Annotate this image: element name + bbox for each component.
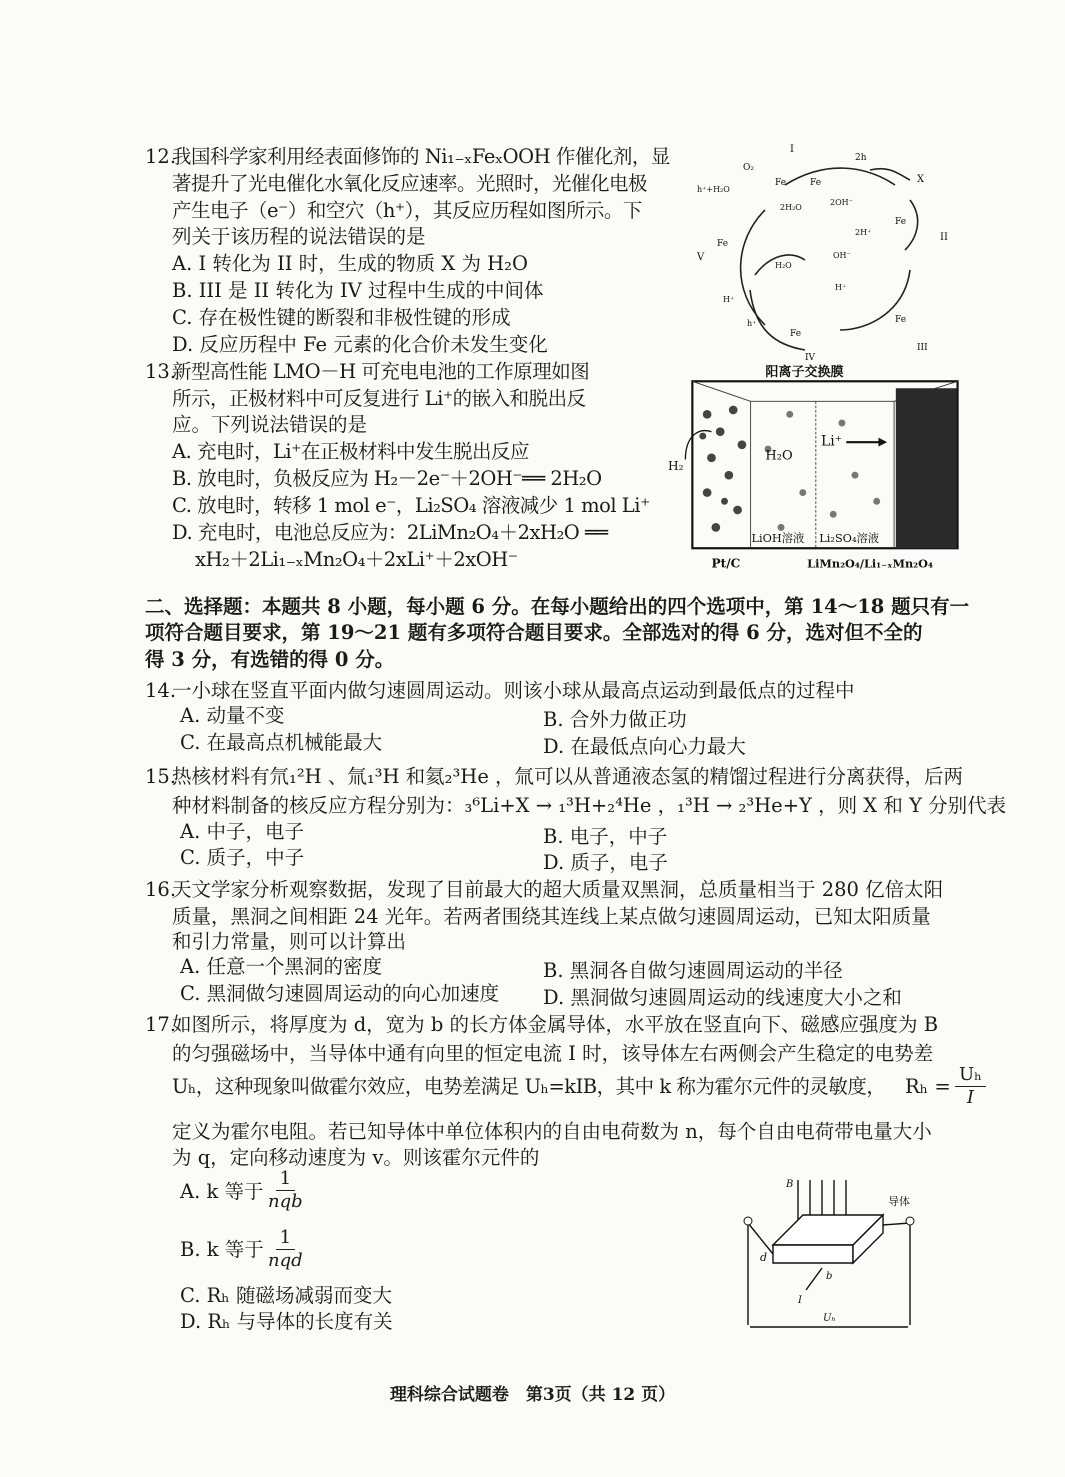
option-a: A. 中子，电子	[180, 820, 304, 843]
option-b: B. 放电时，负极反应为 H₂－2e⁻＋2OH⁻══ 2H₂O	[172, 467, 602, 490]
label-III: III	[917, 343, 928, 353]
question-text: 定义为霍尔电阻。若已知导体中单位体积内的自由电荷数为 n，每个自由电荷带电量大小	[172, 1120, 932, 1143]
cathode-label: LiMn₂O₄/Li₁₋ₓMn₂O₄	[807, 556, 933, 571]
option-a: A. 动量不变	[180, 704, 285, 727]
fe-label: Fe	[775, 178, 787, 188]
label-h: h⁺	[747, 319, 757, 328]
question-text: 所示，正极材料中可反复进行 Li⁺的嵌入和脱出反	[172, 387, 586, 410]
section-text: 得 3 分，有选错的得 0 分。	[145, 648, 395, 671]
question-text: 质量，黑洞之间相距 24 光年。若两者围绕其连线上某点做匀速圆周运动，已知太阳质量	[172, 905, 931, 928]
option-d: D. 质子，电子	[543, 851, 668, 874]
question-number: 14.	[145, 679, 177, 702]
option-d-continued: xH₂＋2Li₁₋ₓMn₂O₄＋2xLi⁺＋2xOH⁻	[195, 548, 518, 571]
option-a-fraction	[268, 1168, 303, 1213]
label-hplus: H⁺	[723, 295, 735, 304]
question-text: 一小球在竖直平面内做匀速圆周运动。则该小球从最高点运动到最低点的过程中	[172, 679, 855, 702]
denominator: nqd	[268, 1250, 303, 1271]
question-number: 13.	[145, 360, 177, 383]
lioh-label: LiOH溶液	[751, 532, 805, 546]
question-text: 为 q，定向移动速度为 v。则该霍尔元件的	[172, 1146, 540, 1169]
option-d: D. 充电时，电池总反应为：2LiMn₂O₄＋2xH₂O ══	[172, 521, 608, 544]
label-V: V	[697, 252, 705, 263]
rh-numerator: Uₕ	[955, 1064, 986, 1087]
question-text: Uₕ，这种现象叫做霍尔效应，电势差满足 Uₕ=kIB，其中 k 称为霍尔元件的灵敏度，	[172, 1075, 886, 1098]
label-x: X	[917, 174, 925, 185]
numerator: 1	[276, 1227, 295, 1250]
question-text: 著提升了光电催化水氧化反应速率。光照时，光催化电极	[172, 172, 648, 195]
conductor-label: 导体	[888, 1195, 910, 1208]
section-text: 二、选择题：本题共 8 小题，每小题 6 分。在每小题给出的四个选项中，第 14～18 题只有一	[145, 595, 970, 618]
question-text: 的匀强磁场中，当导体中通有向里的恒定电流 I 时，该导体左右两侧会产生稳定的电势差	[172, 1042, 934, 1065]
option-b: B. 电子，中子	[543, 825, 668, 848]
membrane-label: 阳离子交换膜	[765, 365, 844, 381]
option-a: A. k 等于	[180, 1180, 264, 1203]
question-text: 列关于该历程的说法错误的是	[172, 225, 426, 248]
li2so4-label: Li₂SO₄溶液	[819, 532, 880, 546]
question-text: 和引力常量，则可以计算出	[172, 930, 407, 953]
question-number: 15.	[145, 765, 177, 788]
question-text: 我国科学家利用经表面修饰的 Ni₁₋ₓFeₓOOH 作催化剂，显	[172, 145, 670, 168]
li-label: Li⁺	[821, 433, 843, 450]
option-b: B. 黑洞各自做匀速圆周运动的半径	[543, 959, 843, 982]
option-c: C. 存在极性键的断裂和非极性键的形成	[172, 306, 511, 329]
label-hplus: H⁺	[835, 283, 847, 292]
fe-label: Fe	[810, 178, 822, 188]
option-b-fraction	[268, 1227, 303, 1272]
label-oh: OH⁻	[833, 251, 851, 260]
option-d: D. 黑洞做匀速圆周运动的线速度大小之和	[543, 986, 902, 1009]
uh-label: Uₕ	[823, 1313, 836, 1324]
option-b: B. k 等于	[180, 1238, 264, 1261]
option-c: C. 在最高点机械能最大	[180, 731, 383, 754]
label-IV: IV	[805, 353, 816, 363]
option-a: A. 充电时，Li⁺在正极材料中发生脱出反应	[172, 440, 529, 463]
fe-label: Fe	[790, 329, 802, 339]
ptc-label: Pt/C	[711, 556, 741, 571]
question-number: 17.	[145, 1013, 177, 1036]
label-2hplus: 2H⁺	[855, 228, 872, 237]
question-text: 新型高性能 LMO－H 可充电电池的工作原理如图	[172, 360, 590, 383]
option-a: A. 任意一个黑洞的密度	[180, 955, 382, 978]
b-field-label: B	[786, 1179, 794, 1190]
option-c: C. 放电时，转移 1 mol e⁻，Li₂SO₄ 溶液减少 1 mol Li⁺	[172, 494, 650, 517]
question-number: 12.	[145, 145, 177, 168]
option-a: A. I 转化为 II 时，生成的物质 X 为 H₂O	[172, 252, 528, 275]
label-II: II	[940, 232, 948, 243]
question-text: 天文学家分析观察数据，发现了目前最大的超大质量双黑洞，总质量相当于 280 亿倍太阳	[172, 878, 944, 901]
option-d: D. Rₕ 与导体的长度有关	[180, 1310, 393, 1333]
current-label: I	[798, 1295, 802, 1306]
fe-label: Fe	[895, 315, 907, 325]
reaction-mechanism-diagram	[695, 140, 965, 365]
page-footer: 理科综合试题卷 第3页（共 12 页）	[389, 1385, 676, 1405]
h2-label: H₂	[668, 458, 684, 473]
label-2h2o: 2H₂O	[780, 203, 802, 212]
option-d: D. 在最低点向心力最大	[543, 735, 746, 758]
numerator: 1	[276, 1168, 295, 1191]
hall-effect-diagram	[738, 1175, 938, 1345]
question-text: 应。下列说法错误的是	[172, 413, 368, 436]
label-2oh: 2OH⁻	[830, 198, 853, 207]
question-text: 如图所示，将厚度为 d，宽为 b 的长方体金属导体，水平放在竖直向下、磁感应强度为 B	[172, 1013, 939, 1036]
d-label: d	[760, 1251, 768, 1264]
label-2h: 2h	[855, 153, 867, 163]
label-o2: O₂	[743, 163, 754, 173]
label-h2o: H₂O	[775, 261, 792, 270]
question-text: 产生电子（e⁻）和空穴（h⁺），其反应历程如图所示。下	[172, 199, 642, 222]
b-width-label: b	[826, 1271, 833, 1282]
label-h-h2o: h⁺+H₂O	[697, 185, 730, 194]
section-text: 项符合题目要求，第 19～21 题有多项符合题目要求。全部选对的得 6 分，选对但不全的	[145, 621, 923, 644]
option-b: B. 合外力做正功	[543, 708, 687, 731]
question-number: 16.	[145, 878, 177, 901]
option-c: C. 黑洞做匀速圆周运动的向心加速度	[180, 982, 500, 1005]
question-text: 种材料制备的核反应方程分别为：₃⁶Li+X → ₁³H+₂⁴He ，₁³H → ₂³He+Y ，则 X 和 Y 分别代表	[172, 794, 1007, 817]
option-c: C. 质子，中子	[180, 846, 305, 869]
question-text: 热核材料有氘₁²H 、氚₁³H 和氦₂³He ，氚可以从普通液态氢的精馏过程进行分离获得，后两	[172, 765, 964, 788]
fe-label: Fe	[895, 217, 907, 227]
rh-fraction	[955, 1064, 986, 1109]
label-I: I	[790, 144, 794, 155]
denominator: nqb	[268, 1191, 303, 1212]
rh-denominator: I	[966, 1087, 975, 1108]
h2o-label: H₂O	[765, 448, 793, 464]
option-d: D. 反应历程中 Fe 元素的化合价未发生变化	[172, 333, 548, 356]
fe-label: Fe	[717, 239, 729, 249]
rh-label: Rₕ =	[905, 1075, 951, 1098]
option-b: B. III 是 II 转化为 IV 过程中生成的中间体	[172, 279, 544, 302]
battery-diagram	[668, 362, 968, 571]
option-c: C. Rₕ 随磁场减弱而变大	[180, 1284, 392, 1307]
